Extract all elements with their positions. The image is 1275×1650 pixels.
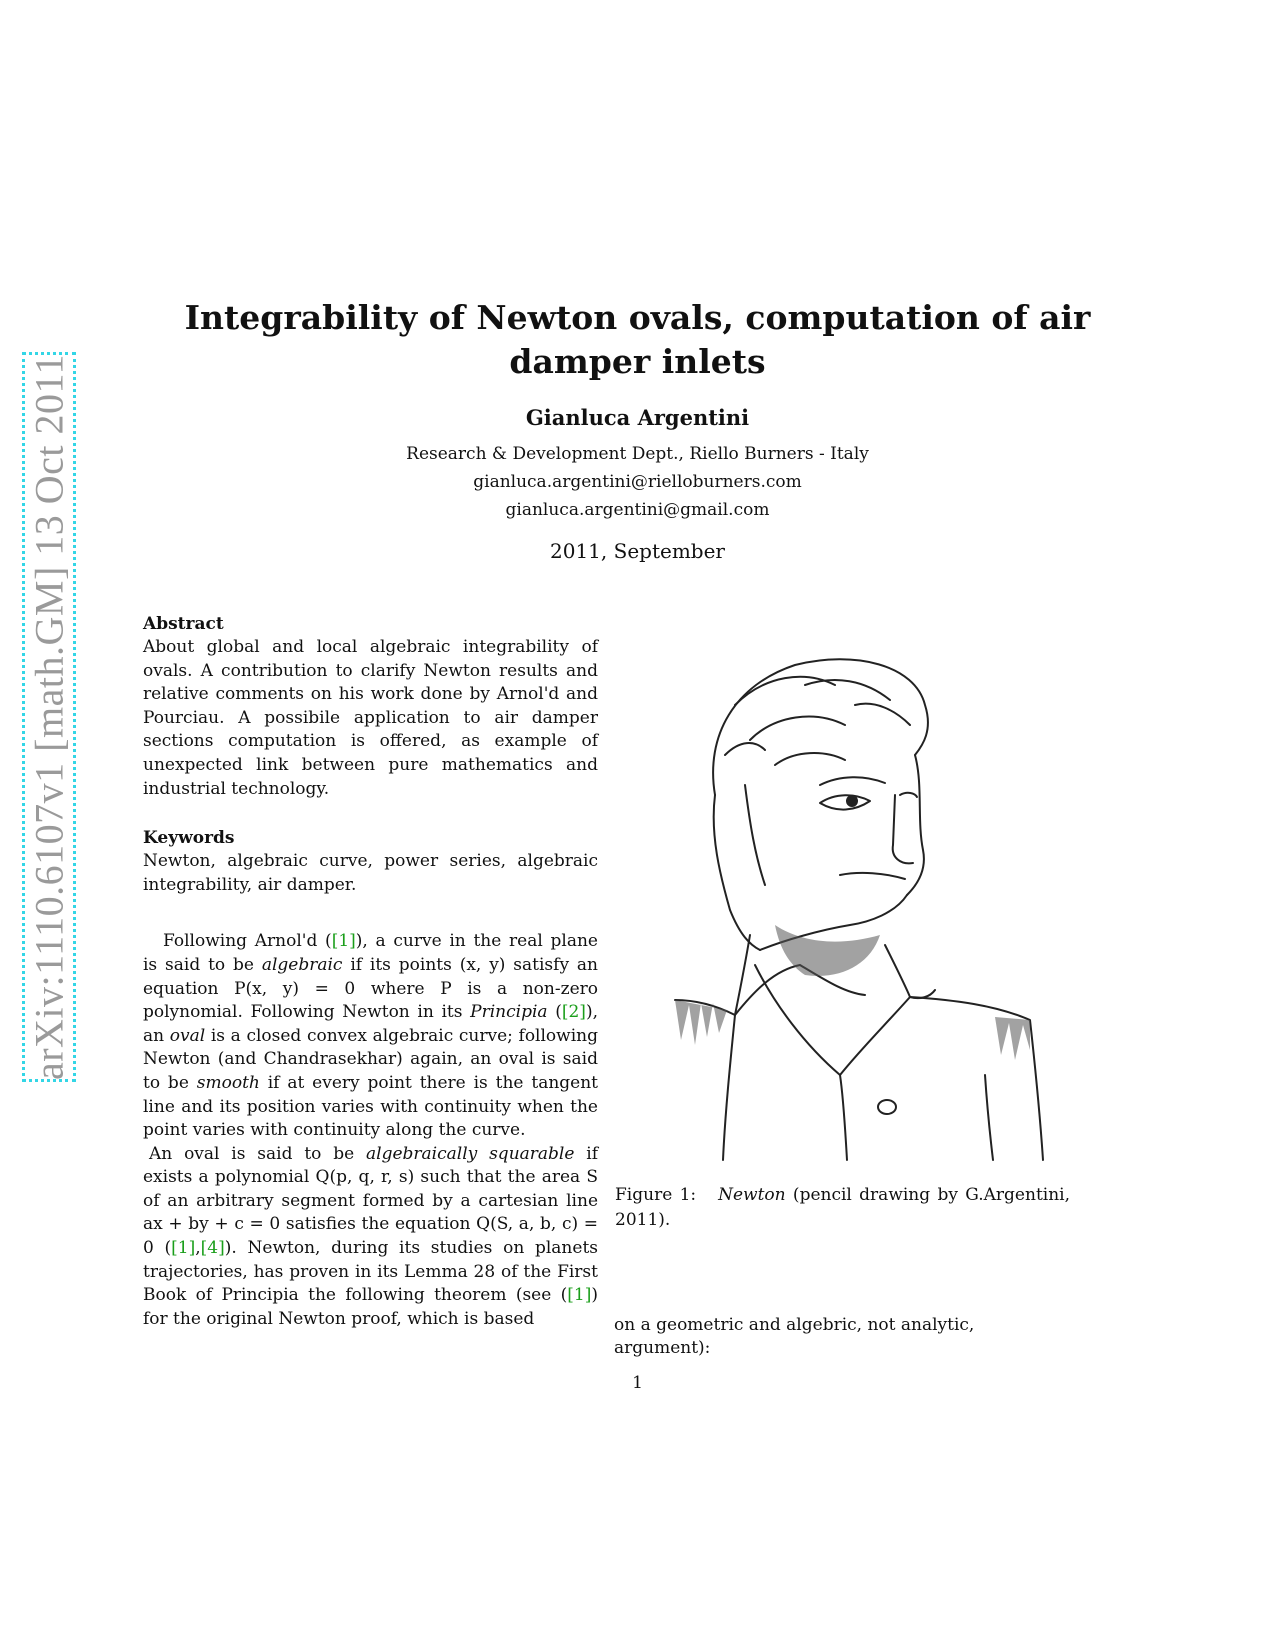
body-paragraph-1: Following Arnol'd ([1]), a curve in the real plane is said to be algebraic if its points (x, y) satisfy an equation P(x, y) = 0 where P is a non-zero polynomial. Following Newton in its Principia ([2]), an oval is a closed convex algebraic curve; following Newton (and Chandrasekhar) again, an oval is said to be smooth if at every point there is the tangent line and its position varies with continuity when the point varies with continuity along the curve.: [143, 931, 598, 1141]
citation-link-2[interactable]: [2]: [561, 1002, 586, 1023]
left-column: [143, 612, 598, 1331]
paper-title: Integrability of Newton ovals, computation of air damper inlets: [184, 298, 1091, 381]
citation-link-3[interactable]: [1]: [171, 1238, 196, 1259]
arxiv-stamp-text: arXiv:1110.6107v1 [math.GM] 13 Oct 2011: [26, 353, 72, 1081]
page-number: 1: [632, 1373, 643, 1393]
author-affiliation-block: [150, 440, 1125, 524]
email-primary: gianluca.argentini@rielloburners.com: [473, 472, 802, 492]
figure-caption-text: (pencil drawing by G.Argentini, 2011).: [615, 1185, 1070, 1230]
abstract-heading: Abstract: [143, 614, 224, 634]
keywords-heading: Keywords: [143, 828, 235, 849]
citation-link-5[interactable]: [1]: [567, 1285, 592, 1306]
paper-date: 2011, September: [550, 539, 725, 563]
email-secondary: gianluca.argentini@gmail.com: [505, 500, 770, 520]
keywords-text: Newton, algebraic curve, power series, algebraic integrability, air damper.: [143, 851, 598, 895]
arxiv-stamp: [22, 352, 76, 1082]
affiliation: Research & Development Dept., Riello Burners - Italy: [406, 444, 869, 464]
abstract-text: About global and local algebraic integrability of ovals. A contribution to clarify Newton results and relative comments on his work done by Arnol'd and Pourciau. A possibile application to air damper sections computation is offered, as example of unexpected link between pure mathematics and industrial technology.: [143, 637, 598, 799]
body-continuation: on a geometric and algebric, not analytic, argument):: [614, 1315, 975, 1358]
figure-title: Newton: [718, 1185, 786, 1205]
citation-link-1[interactable]: [1]: [331, 931, 356, 952]
body-paragraph-2: An oval is said to be algebraically squarable if exists a polynomial Q(p, q, r, s) such that the area S of an arbitrary segment formed by a cartesian line ax + by + c = 0 satisfies the equation Q(S, a, b, c) = 0 ([1],[4]). Newton, during its studies on planets trajectories, has proven in its Lemma 28 of the First Book of Principia the following theorem (see ([1]) for the original Newton proof, which is based: [143, 1143, 598, 1329]
figure-caption: [615, 1183, 1070, 1233]
citation-link-4[interactable]: [4]: [200, 1238, 225, 1259]
figure-label: Figure 1:: [615, 1185, 697, 1205]
author-name: Gianluca Argentini: [525, 405, 750, 430]
newton-portrait-drawing: [655, 645, 1055, 1165]
